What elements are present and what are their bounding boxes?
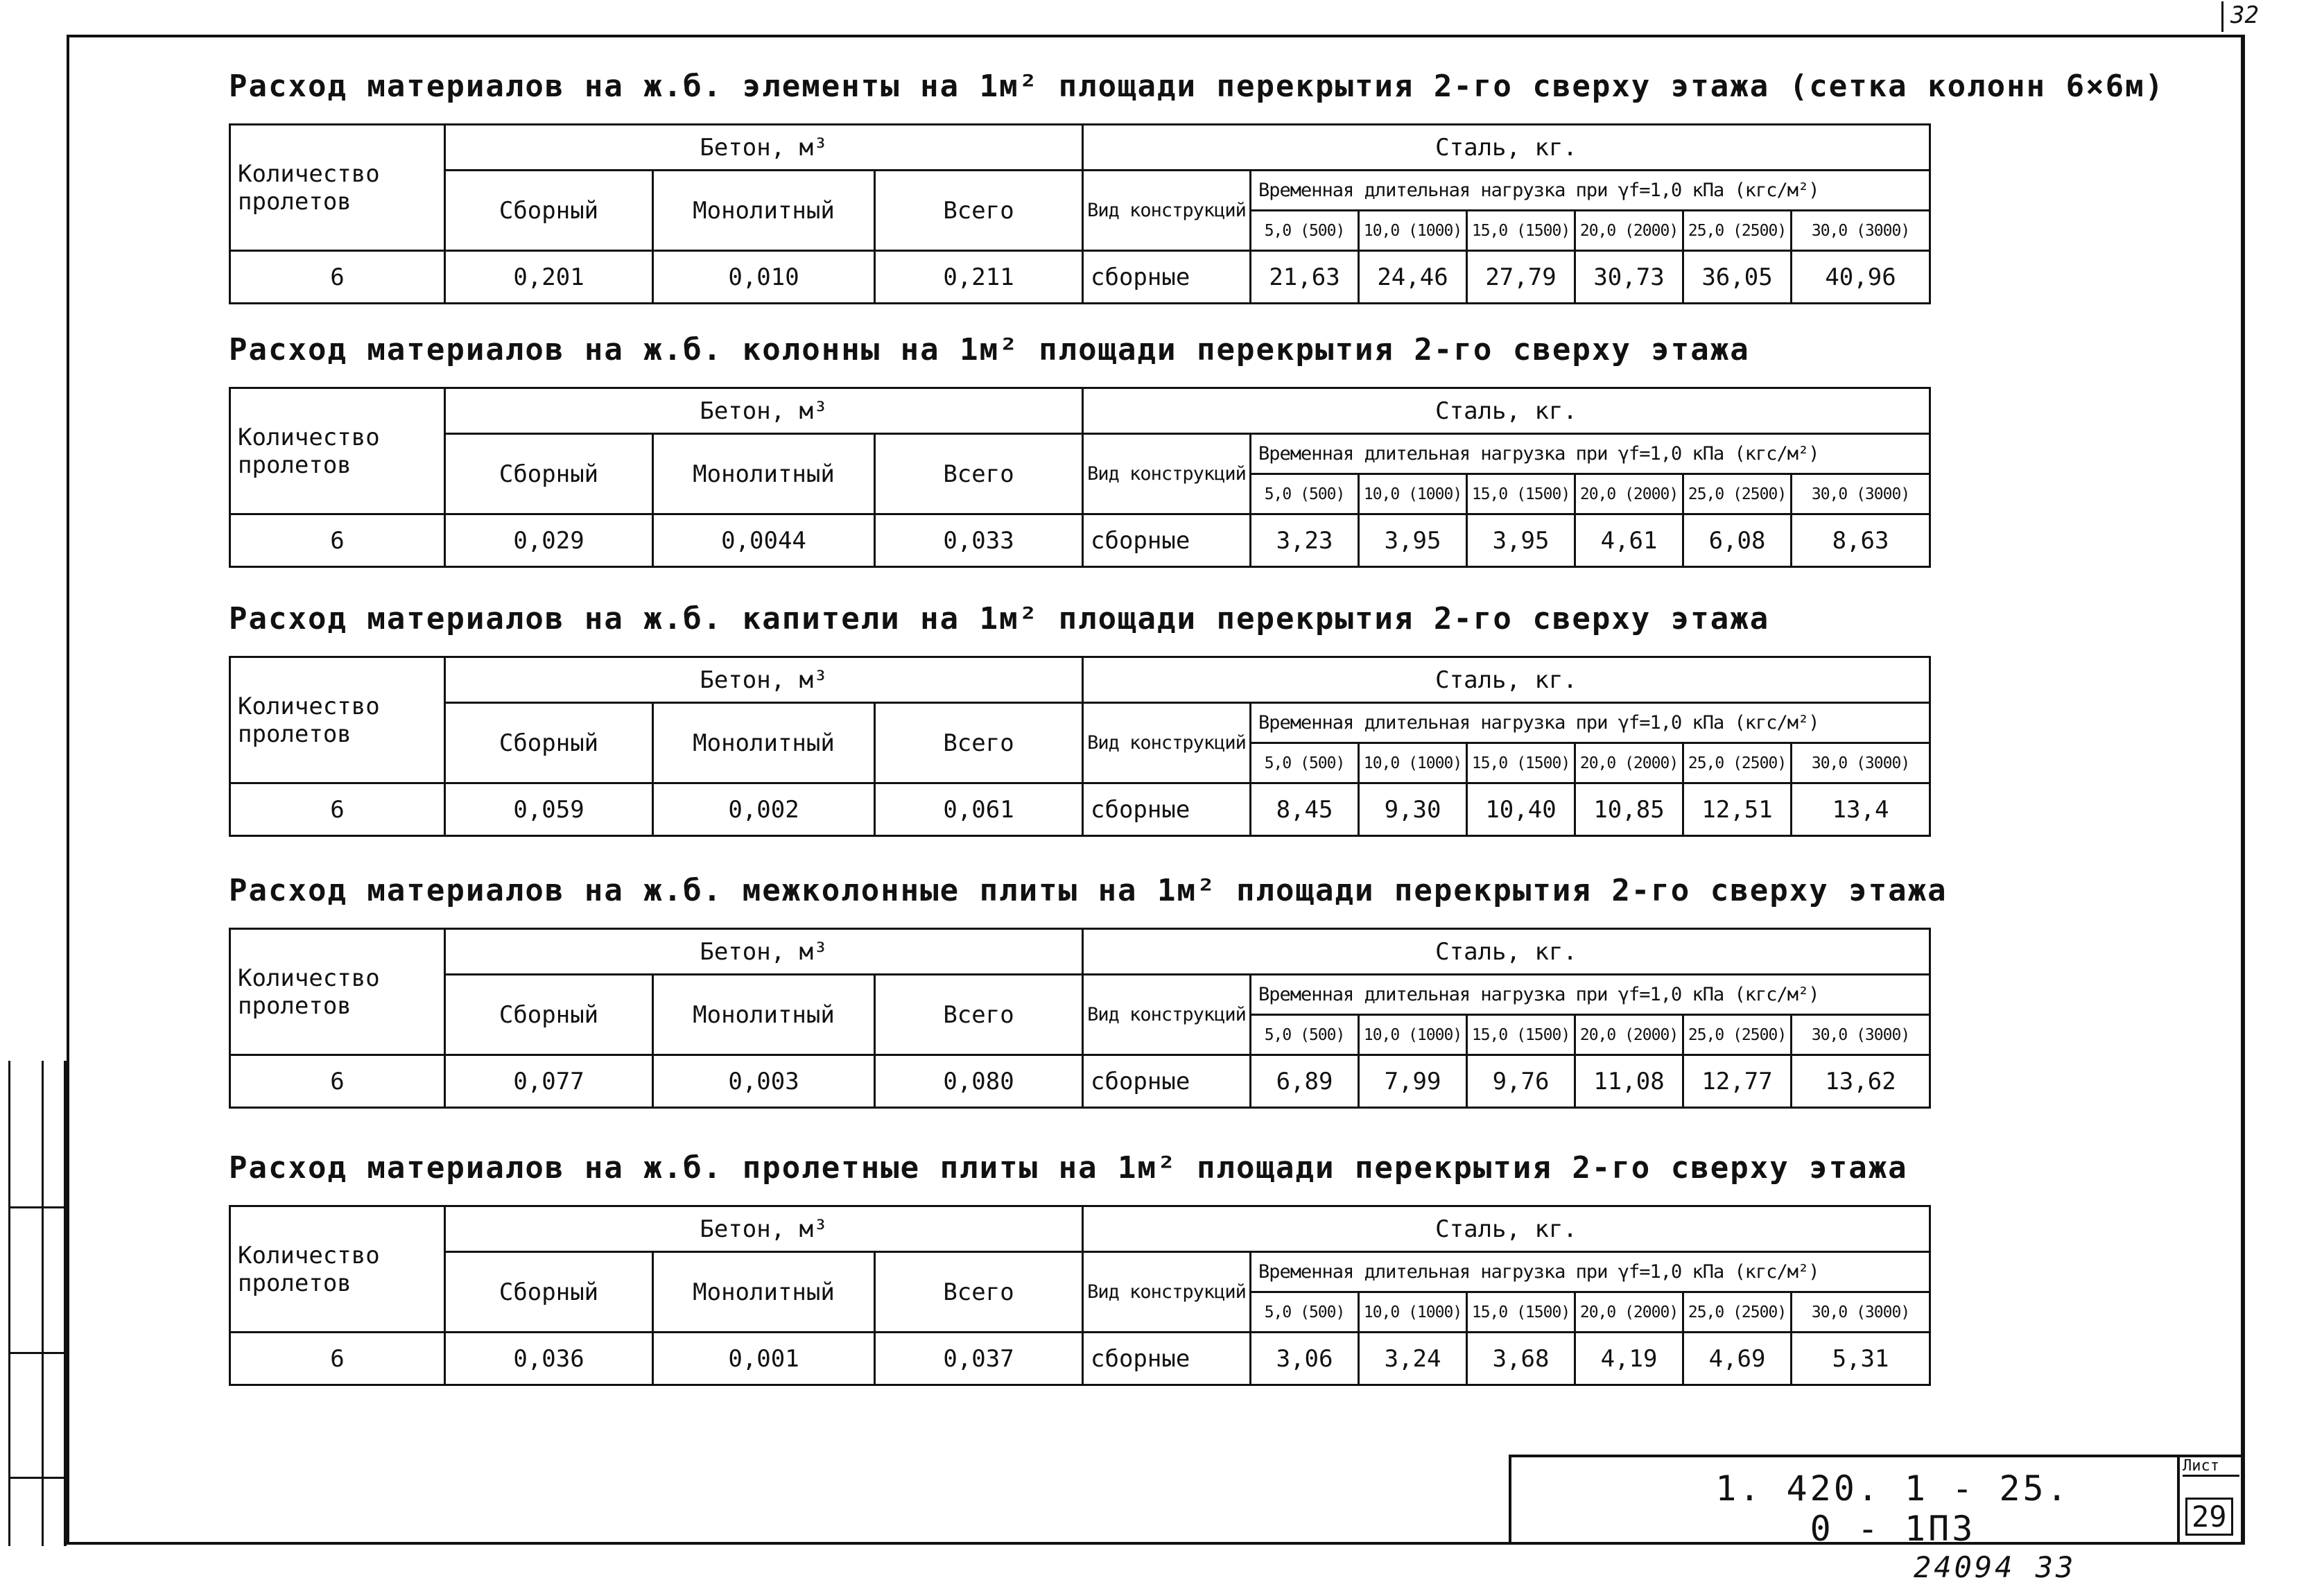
header-concrete: Бетон, м³	[445, 657, 1083, 703]
cell-steel: 7,99	[1359, 1055, 1467, 1108]
load-column-header: 30,0 (3000)	[1792, 474, 1930, 514]
strip-divider	[8, 1477, 67, 1479]
load-column-header: 20,0 (2000)	[1575, 743, 1683, 783]
header-construction-type: Вид конструкций	[1083, 1252, 1251, 1333]
header-monolithic: Монолитный	[653, 703, 875, 783]
cell-steel: 8,63	[1792, 514, 1930, 567]
load-column-header: 25,0 (2500)	[1683, 474, 1792, 514]
material-table	[229, 656, 1931, 837]
header-prefab: Сборный	[445, 703, 653, 783]
header-prefab: Сборный	[445, 171, 653, 251]
load-column-header: 30,0 (3000)	[1792, 743, 1930, 783]
load-column-header: 30,0 (3000)	[1792, 1292, 1930, 1333]
cell-construction-type: сборные	[1083, 783, 1251, 836]
load-column-header: 5,0 (500)	[1251, 743, 1359, 783]
header-count: Количество пролетов	[230, 1206, 445, 1333]
load-column-header: 30,0 (3000)	[1792, 211, 1930, 251]
load-column-header: 5,0 (500)	[1251, 1015, 1359, 1055]
table-row	[230, 1055, 1930, 1108]
header-prefab: Сборный	[445, 1252, 653, 1333]
cell-steel: 4,69	[1683, 1333, 1792, 1385]
cell-construction-type: сборные	[1083, 1055, 1251, 1108]
table-row	[230, 1333, 1930, 1385]
cell-steel: 12,51	[1683, 783, 1792, 836]
load-column-header: 10,0 (1000)	[1359, 743, 1467, 783]
cell-monolithic: 0,003	[653, 1055, 875, 1108]
cell-total: 0,037	[875, 1333, 1083, 1385]
load-column-header: 20,0 (2000)	[1575, 474, 1683, 514]
header-steel: Сталь, кг.	[1083, 125, 1930, 171]
cell-total: 0,061	[875, 783, 1083, 836]
load-column-header: 10,0 (1000)	[1359, 211, 1467, 251]
load-column-header: 25,0 (2500)	[1683, 211, 1792, 251]
load-column-header: 10,0 (1000)	[1359, 1292, 1467, 1333]
cell-steel: 3,95	[1467, 514, 1575, 567]
load-column-header: 15,0 (1500)	[1467, 743, 1575, 783]
cell-steel: 3,68	[1467, 1333, 1575, 1385]
cell-steel: 3,24	[1359, 1333, 1467, 1385]
header-count: Количество пролетов	[230, 929, 445, 1055]
load-column-header: 5,0 (500)	[1251, 211, 1359, 251]
table-row	[230, 783, 1930, 836]
load-column-header: 30,0 (3000)	[1792, 1015, 1930, 1055]
archive-number: 24094 33	[1914, 1550, 2077, 1584]
table-row	[230, 251, 1930, 304]
load-column-header: 5,0 (500)	[1251, 474, 1359, 514]
header-total: Всего	[875, 975, 1083, 1055]
strip-divider	[8, 1352, 67, 1354]
document-code: 1. 420. 1 - 25. 0 - 1П3	[1715, 1468, 2070, 1549]
load-column-header: 25,0 (2500)	[1683, 1292, 1792, 1333]
header-concrete: Бетон, м³	[445, 1206, 1083, 1252]
load-column-header: 15,0 (1500)	[1467, 211, 1575, 251]
cell-steel: 8,45	[1251, 783, 1359, 836]
header-monolithic: Монолитный	[653, 975, 875, 1055]
cell-count: 6	[230, 1333, 445, 1385]
load-column-header: 10,0 (1000)	[1359, 474, 1467, 514]
material-table	[229, 1205, 1931, 1386]
strip-divider	[8, 1206, 67, 1208]
header-steel: Сталь, кг.	[1083, 388, 1930, 434]
load-column-header: 20,0 (2000)	[1575, 1015, 1683, 1055]
header-total: Всего	[875, 171, 1083, 251]
side-stamp-strip	[0, 1061, 67, 1546]
cell-steel: 24,46	[1359, 251, 1467, 304]
header-monolithic: Монолитный	[653, 1252, 875, 1333]
cell-count: 6	[230, 514, 445, 567]
sheet-label: Лист	[2183, 1457, 2239, 1477]
material-table	[229, 928, 1931, 1109]
strip-divider	[42, 1061, 44, 1546]
header-load: Временная длительная нагрузка при γf=1,0 кПа (кгс/м²)	[1251, 171, 1930, 211]
cell-steel: 6,08	[1683, 514, 1792, 567]
material-table	[229, 387, 1931, 568]
cell-steel: 3,23	[1251, 514, 1359, 567]
header-concrete: Бетон, м³	[445, 929, 1083, 975]
cell-construction-type: сборные	[1083, 251, 1251, 304]
material-table	[229, 123, 1931, 304]
cell-steel: 36,05	[1683, 251, 1792, 304]
load-column-header: 25,0 (2500)	[1683, 743, 1792, 783]
cell-count: 6	[230, 783, 445, 836]
cell-steel: 5,31	[1792, 1333, 1930, 1385]
header-total: Всего	[875, 1252, 1083, 1333]
header-monolithic: Монолитный	[653, 434, 875, 514]
cell-steel: 10,40	[1467, 783, 1575, 836]
cell-prefab: 0,059	[445, 783, 653, 836]
cell-prefab: 0,201	[445, 251, 653, 304]
header-steel: Сталь, кг.	[1083, 1206, 1930, 1252]
header-prefab: Сборный	[445, 434, 653, 514]
cell-steel: 11,08	[1575, 1055, 1683, 1108]
header-count: Количество пролетов	[230, 388, 445, 514]
cell-steel: 30,73	[1575, 251, 1683, 304]
cell-monolithic: 0,0044	[653, 514, 875, 567]
load-column-header: 20,0 (2000)	[1575, 1292, 1683, 1333]
cell-construction-type: сборные	[1083, 514, 1251, 567]
header-monolithic: Монолитный	[653, 171, 875, 251]
header-load: Временная длительная нагрузка при γf=1,0 кПа (кгс/м²)	[1251, 1252, 1930, 1292]
cell-steel: 6,89	[1251, 1055, 1359, 1108]
header-load: Временная длительная нагрузка при γf=1,0 кПа (кгс/м²)	[1251, 434, 1930, 474]
section-title: Расход материалов на ж.б. пролетные плиты на 1м² площади перекрытия 2-го сверху этажа	[229, 1150, 1908, 1186]
cell-monolithic: 0,010	[653, 251, 875, 304]
cell-steel: 40,96	[1792, 251, 1930, 304]
cell-prefab: 0,029	[445, 514, 653, 567]
cell-steel: 9,76	[1467, 1055, 1575, 1108]
cell-total: 0,080	[875, 1055, 1083, 1108]
header-construction-type: Вид конструкций	[1083, 171, 1251, 251]
header-steel: Сталь, кг.	[1083, 657, 1930, 703]
header-concrete: Бетон, м³	[445, 125, 1083, 171]
load-column-header: 15,0 (1500)	[1467, 1292, 1575, 1333]
header-prefab: Сборный	[445, 975, 653, 1055]
header-steel: Сталь, кг.	[1083, 929, 1930, 975]
header-count: Количество пролетов	[230, 125, 445, 251]
cell-steel: 10,85	[1575, 783, 1683, 836]
cell-steel: 4,61	[1575, 514, 1683, 567]
cell-count: 6	[230, 1055, 445, 1108]
cell-steel: 12,77	[1683, 1055, 1792, 1108]
strip-divider	[8, 1061, 10, 1546]
cell-steel: 9,30	[1359, 783, 1467, 836]
cell-steel: 21,63	[1251, 251, 1359, 304]
load-column-header: 10,0 (1000)	[1359, 1015, 1467, 1055]
header-construction-type: Вид конструкций	[1083, 434, 1251, 514]
section-title: Расход материалов на ж.б. межколонные плиты на 1м² площади перекрытия 2-го сверху этажа	[229, 873, 1948, 908]
cell-steel: 4,19	[1575, 1333, 1683, 1385]
cell-monolithic: 0,001	[653, 1333, 875, 1385]
cell-steel: 13,4	[1792, 783, 1930, 836]
corner-page-number: 32	[2221, 1, 2259, 32]
load-column-header: 15,0 (1500)	[1467, 1015, 1575, 1055]
section-title: Расход материалов на ж.б. капители на 1м² площади перекрытия 2-го сверху этажа	[229, 601, 1770, 636]
load-column-header: 5,0 (500)	[1251, 1292, 1359, 1333]
header-total: Всего	[875, 434, 1083, 514]
header-load: Временная длительная нагрузка при γf=1,0 кПа (кгс/м²)	[1251, 975, 1930, 1015]
section-title: Расход материалов на ж.б. элементы на 1м² площади перекрытия 2-го сверху этажа (сетка колонн 6×6м)	[229, 69, 2165, 104]
cell-steel: 3,06	[1251, 1333, 1359, 1385]
table-row	[230, 514, 1930, 567]
load-column-header: 20,0 (2000)	[1575, 211, 1683, 251]
cell-prefab: 0,036	[445, 1333, 653, 1385]
header-construction-type: Вид конструкций	[1083, 975, 1251, 1055]
header-total: Всего	[875, 703, 1083, 783]
header-count: Количество пролетов	[230, 657, 445, 783]
header-load: Временная длительная нагрузка при γf=1,0 кПа (кгс/м²)	[1251, 703, 1930, 743]
cell-count: 6	[230, 251, 445, 304]
load-column-header: 15,0 (1500)	[1467, 474, 1575, 514]
cell-total: 0,033	[875, 514, 1083, 567]
cell-construction-type: сборные	[1083, 1333, 1251, 1385]
cell-steel: 3,95	[1359, 514, 1467, 567]
cell-monolithic: 0,002	[653, 783, 875, 836]
cell-total: 0,211	[875, 251, 1083, 304]
section-title: Расход материалов на ж.б. колонны на 1м² площади перекрытия 2-го сверху этажа	[229, 332, 1750, 367]
cell-steel: 27,79	[1467, 251, 1575, 304]
cell-steel: 13,62	[1792, 1055, 1930, 1108]
load-column-header: 25,0 (2500)	[1683, 1015, 1792, 1055]
header-concrete: Бетон, м³	[445, 388, 1083, 434]
header-construction-type: Вид конструкций	[1083, 703, 1251, 783]
sheet-number: 29	[2185, 1498, 2233, 1536]
cell-prefab: 0,077	[445, 1055, 653, 1108]
